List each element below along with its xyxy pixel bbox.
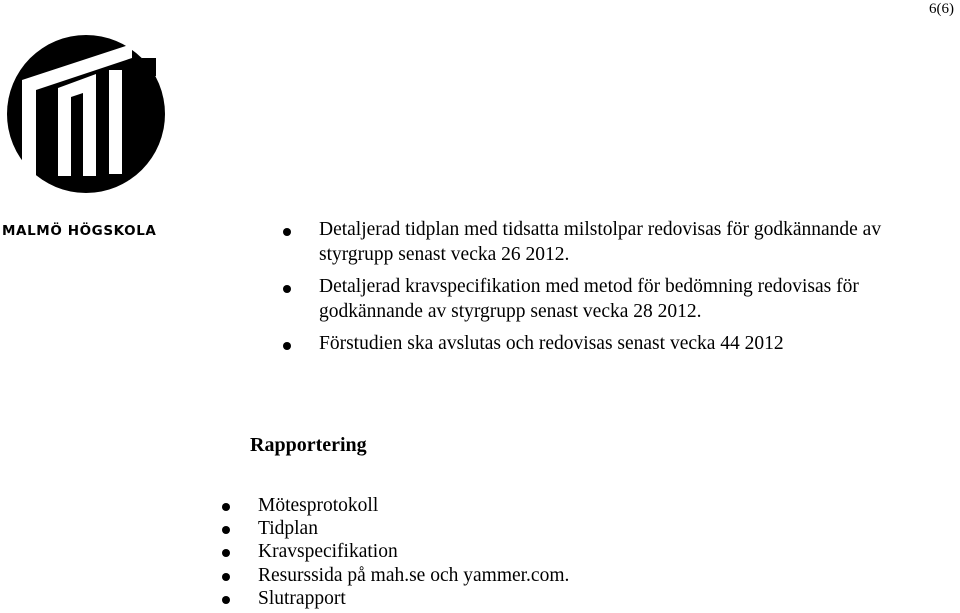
logo-emblem-icon [0, 22, 170, 197]
logo-wordmark: MALMÖ HÖGSKOLA [2, 223, 157, 239]
list-item: Slutrapport [222, 587, 922, 610]
list-item: Förstudien ska avslutas och redovisas senast vecka 44 2012 [283, 332, 953, 357]
section-heading: Rapportering [250, 434, 367, 456]
page-number: 6(6) [929, 1, 954, 17]
list-item: Kravspecifikation [222, 540, 922, 563]
list-item: Mötesprotokoll [222, 494, 922, 517]
milestone-list [283, 218, 953, 365]
list-item: Resurssida på mah.se och yammer.com. [222, 564, 922, 587]
list-item: Tidplan [222, 517, 922, 540]
reporting-list [222, 494, 922, 610]
list-item: Detaljerad kravspecifikation med metod för bedömning redovisas för godkännande av styrgrupp senast vecka 28 2012. [283, 275, 953, 324]
list-item: Detaljerad tidplan med tidsatta milstolpar redovisas för godkännande av styrgrupp senast vecka 26 2012. [283, 218, 953, 267]
malmo-hogskola-logo [0, 22, 170, 239]
